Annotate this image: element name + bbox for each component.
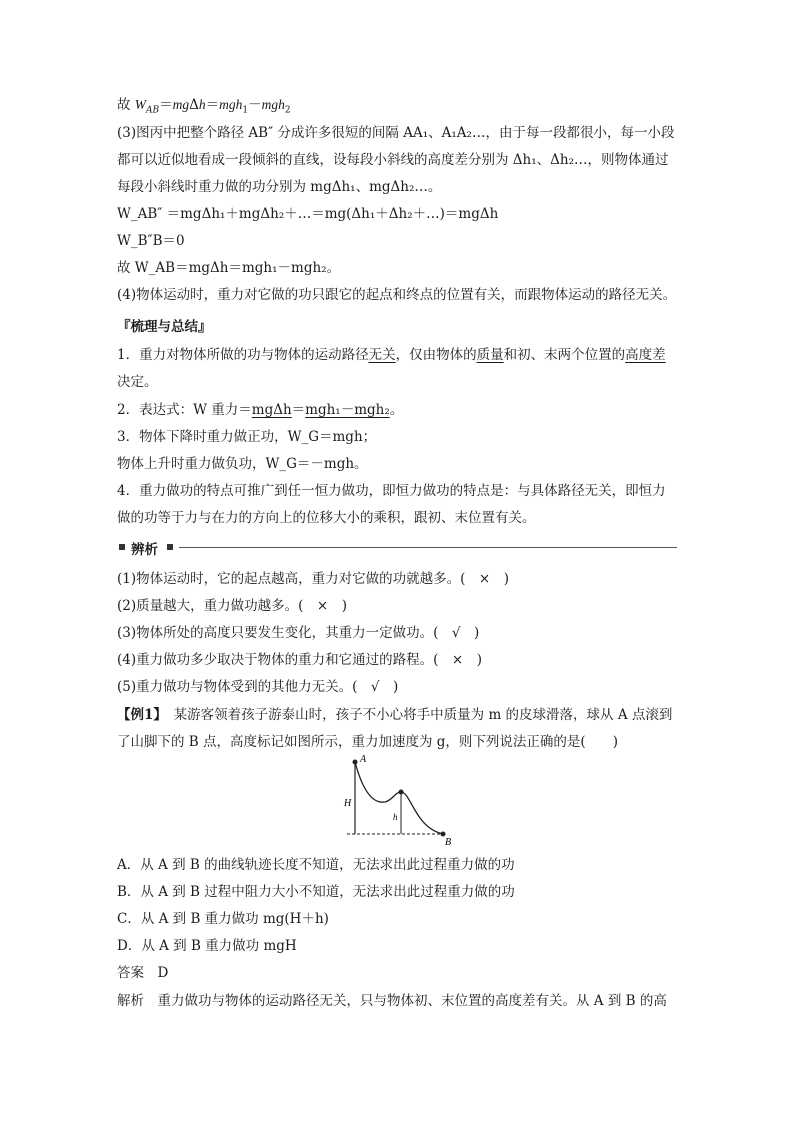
- answer: 答案 D: [117, 965, 169, 981]
- example-question-line-1: 【例1】 某游客领着孩子游泰山时，孩子不小心将手中质量为 m 的皮球滑落，球从 A 点滚到: [117, 707, 673, 723]
- equation-work-ab: W_AB″ ＝mgΔh₁＋mgΔh₂＋…＝mg(Δh₁＋Δh₂＋…)＝mgΔh: [117, 206, 499, 222]
- point-b-marker: [441, 832, 446, 837]
- label-height-H: H: [344, 798, 352, 809]
- summary-item-3: 3．物体下降时重力做正功，W_G＝mgh；: [117, 429, 377, 445]
- judgment-item: (1)物体运动时，它的起点越高，重力对它做的功就越多。( × ): [117, 571, 509, 587]
- slope-diagram: [335, 752, 460, 852]
- paragraph-4: (4)物体运动时，重力对它做的功只跟它的起点和终点的位置有关，而跟物体运动的路径无关。: [117, 287, 677, 303]
- label-height-h: h: [393, 812, 398, 822]
- judgment-item: (5)重力做功与物体受到的其他力无关。( √ ): [117, 679, 399, 695]
- option-a: A．从 A 到 B 的曲线轨迹长度不知道，无法求出此过程重力做的功: [117, 857, 515, 873]
- paragraph-3-line-2: 都可以近似地看成一段倾斜的直线，设每段小斜线的高度差分别为 Δh₁、Δh₂…，则物体通过: [117, 152, 669, 168]
- summary-title: 『梳理与总结』: [117, 319, 212, 335]
- equation-conclusion: 故 W_AB＝mgΔh＝mgh₁－mgh₂。: [117, 260, 341, 276]
- judgment-item: (3)物体所处的高度只要发生变化，其重力一定做功。( √ ): [117, 625, 480, 641]
- summary-item-2: 2．表达式：W 重力＝mgΔh＝mgh₁－mgh₂。: [117, 402, 404, 418]
- summary-item-3-cont: 物体上升时重力做负功，W_G＝－mgh。: [117, 456, 368, 472]
- label-b: B: [445, 837, 452, 848]
- summary-item-4: 4．重力做功的特点可推广到任一恒力做功，即恒力做功的特点是：与具体路径无关，即恒力: [117, 483, 666, 499]
- judgment-item: (2)质量越大，重力做功越多。( × ): [117, 598, 347, 614]
- section-label: 辨析: [131, 542, 158, 558]
- square-bullet-icon: [119, 544, 125, 550]
- summary-item-1: 1．重力对物体所做的功与物体的运动路径无关，仅由物体的质量和初、末两个位置的高度差: [117, 347, 666, 363]
- summary-item-1-cont: 决定。: [117, 374, 158, 390]
- equation-work-bb: W_B″B＝0: [117, 233, 185, 249]
- point-a-marker: [353, 760, 358, 765]
- equation-line-1: 故 $W_{AB}=mg\Delta h=mgh_1-mgh_2$: [117, 97, 291, 116]
- curve-path: [355, 762, 443, 834]
- square-bullet-icon: [167, 544, 173, 550]
- example-question-line-2: 了山脚下的 B 点，高度标记如图所示，重力加速度为 g，则下列说法正确的是( ): [117, 734, 618, 750]
- option-b: B．从 A 到 B 过程中阻力大小不知道，无法求出此过程重力做的功: [117, 884, 515, 900]
- analysis: 解析 重力做功与物体的运动路径无关，只与物体初、末位置的高度差有关。从 A 到 B 的高: [117, 993, 667, 1009]
- section-header-analysis: [117, 538, 677, 558]
- judgment-item: (4)重力做功多少取决于物体的重力和它通过的路程。( × ): [117, 652, 482, 668]
- paragraph-3-line-3: 每段小斜线时重力做的功分别为 mgΔh₁、mgΔh₂…。: [117, 179, 442, 195]
- peak-marker: [399, 790, 404, 795]
- example-tag: 【例1】: [117, 707, 161, 723]
- paragraph-3-line-1: (3)图丙中把整个路径 AB″ 分成许多很短的间隔 AA₁、A₁A₂…，由于每一段都很小，每一小段: [117, 125, 675, 141]
- section-divider: [179, 547, 677, 548]
- option-d: D．从 A 到 B 重力做功 mgH: [117, 938, 297, 954]
- label-a: A: [360, 754, 367, 765]
- option-c: C．从 A 到 B 重力做功 mg(H＋h): [117, 911, 329, 927]
- summary-item-4-cont: 做的功等于力与在力的方向上的位移大小的乘积，跟初、末位置有关。: [117, 510, 536, 526]
- mountain-slope-figure: [335, 752, 460, 852]
